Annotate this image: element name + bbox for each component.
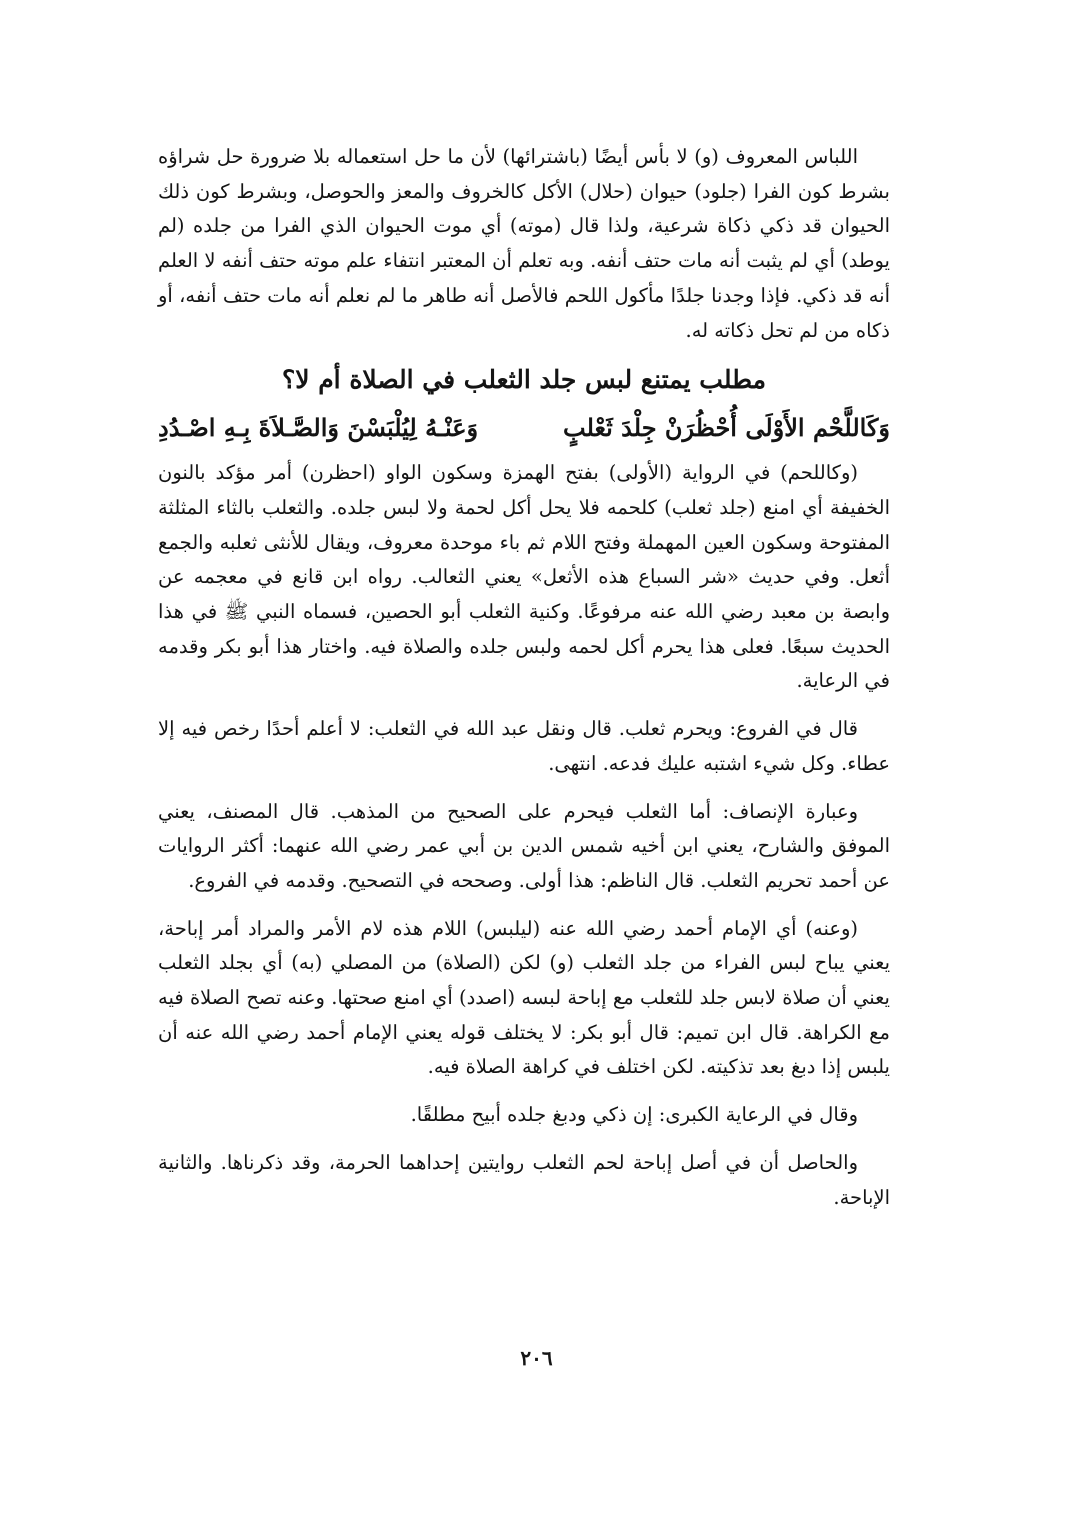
page-body — [158, 140, 890, 1215]
commentary-paragraph-5: وقال في الرعاية الكبرى: إن ذكي ودبغ جلده أبيح مطلقًا. — [410, 1103, 858, 1127]
commentary-paragraph-6: والحاصل أن في أصل إباحة لحم الثعلب روايتين إحداهما الحرمة، وقد ذكرناها. والثانية الإباحة. — [158, 1150, 890, 1209]
commentary-paragraph-4: (وعنه) أي الإمام أحمد رضي الله عنه (ليلبس) اللام هذه لام الأمر والمراد أمر إباحة، يعني يباح لبس الفراء من جلد الثعلب (و) لكن (الصلاة) من المصلي (به) أي بجلد الثعلب يعني أن صلاة لابس جلد للثعلب مع إباحة لبسه (اصدد) أي امنع صحتها. وعنه تصح الصلاة فيه مع الكراهة. قال ابن تميم: قال أبو بكر: لا يختلف قوله يعني الإمام أحمد رضي الله عنه أن يلبس إذا دبغ بعد تذكيته. لكن اختلف في كراهة الصلاة فيه. — [158, 916, 890, 1079]
verse-second-hemistich: وَعَنْـهُ لِيُلْبَسْنَ وَالصَّـلاَةَ بِـهِ اصْـدُدِ — [158, 413, 479, 443]
commentary-paragraph-1: (وكاللحم) في الرواية (الأولى) بفتح الهمزة وسكون الواو (احظرن) أمر مؤكد بالنون الخفيفة أي امنع (جلد ثعلب) كلحمه فلا يحل أكل لحمة ولا لبس جلده. والثعلب بالثاء المثلثة المفتوحة وسكون العين المهملة وفتح اللام ثم باء موحدة معروف، ويقال للأنثى ثعلبه والجمع أثعل. وفي حديث «شر السباع هذه الأثعل» يعني الثعالب. رواه ابن قانع في معجمه عن وابصة بن معبد رضي الله عنه مرفوعًا. وكنية الثعلب أبو الحصين، فسماه النبي ﷺ في هذا الحديث سبعًا. فعلى هذا يحرم أكل لحمه ولبس جلده والصلاة فيه. واختار هذا أبو بكر وقدمه في الرعاية. — [158, 461, 890, 693]
intro-paragraph: اللباس المعروف (و) لا بأس أيضًا (باشترائها) لأن ما حل استعماله بلا ضرورة حل شراؤه بشرط كون الفرا (جلود) حيوان (حلال) الأكل كالخروف والمعز والحوصل، وبشرط كون ذلك الحيوان قد ذكي ذكاة شرعية، ولذا قال (موته) أي موت الحيوان الذي الفرا من جلده (لم يوطد) أي لم يثبت أنه مات حتف أنفه. وبه تعلم أن المعتبر انتفاء علم موته حتف أنفه لا العلم أنه قد ذكي. فإذا وجدنا جلدًا مأكول اللحم فالأصل أنه طاهر ما لم نعلم أنه مات حتف أنفه، أو ذكاه من لم تحل ذكاته له. — [158, 145, 890, 342]
poem-verse — [158, 408, 890, 448]
commentary-paragraph-2: قال في الفروع: ويحرم ثعلب. قال ونقل عبد الله في الثعلب: لا أعلم أحدًا رخص فيه إلا عطاء. وكل شيء اشتبه عليك فدعه. انتهى. — [158, 717, 890, 775]
commentary-paragraph-3: وعبارة الإنصاف: أما الثعلب فيحرم على الصحيح من المذهب. قال المصنف، يعني الموفق والشارح، يعني ابن أخيه شمس الدين بن أبي عمر رضي الله عنهما: أكثر الروايات عن أحمد تحريم الثعلب. قال الناظم: هذا أولى. وصححه في التصحيح. وقدمه في الفروع. — [158, 799, 890, 892]
page-number: ٢٠٦ — [520, 1346, 553, 1370]
verse-first-hemistich: وَكَاللَّحْم الأَوْلَى أُحْظُرَنْ جِلْدَ ثَعْلبٍ — [563, 413, 890, 443]
section-heading: مطلب يمتنع لبس جلد الثعلب في الصلاة أم لا؟ — [281, 365, 767, 395]
